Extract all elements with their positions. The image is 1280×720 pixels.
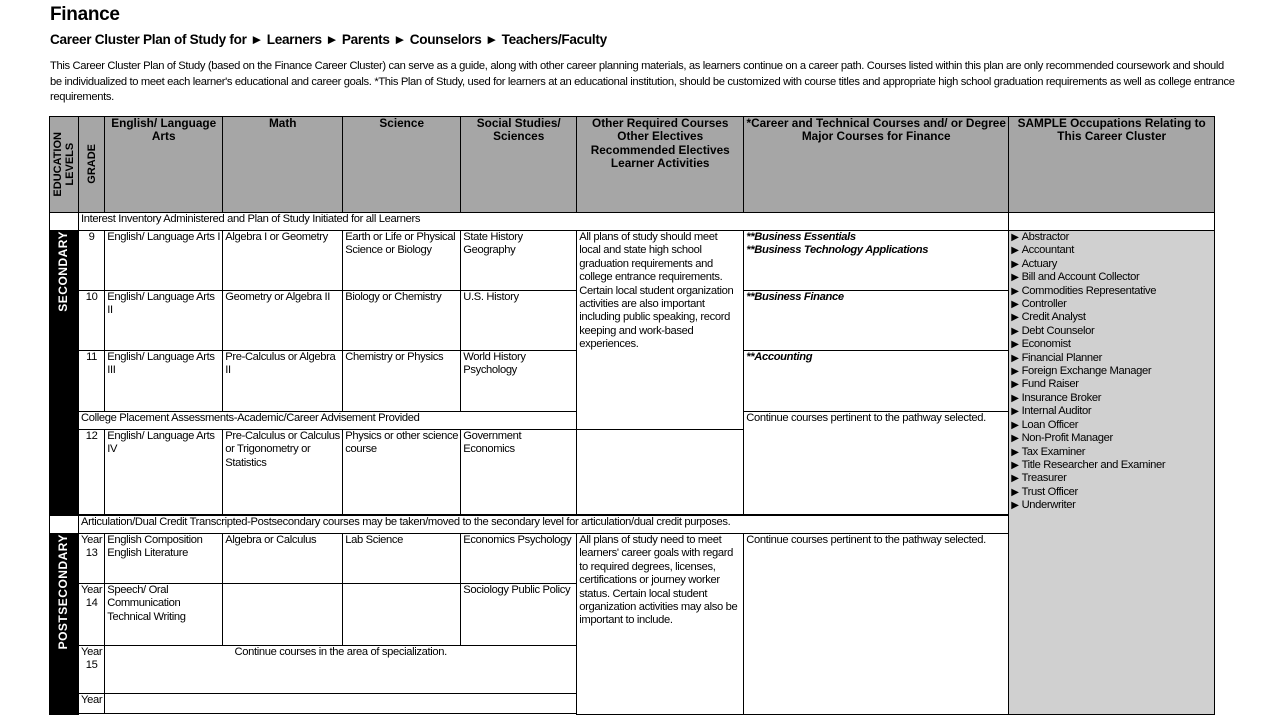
triangle-right-icon: ▶ xyxy=(1011,473,1019,485)
cell-math: Algebra I or Geometry xyxy=(223,231,343,291)
plan-of-study-table xyxy=(49,116,1215,715)
occupation-label: Abstractor xyxy=(1021,231,1070,243)
year-15: Year 15 xyxy=(79,646,105,694)
occupation-item xyxy=(1011,486,1212,499)
occupation-item xyxy=(1011,459,1212,472)
occupation-item xyxy=(1011,285,1212,298)
triangle-right-icon: ▶ xyxy=(1011,500,1019,512)
triangle-right-icon: ▶ xyxy=(1011,433,1019,445)
header-science: Science xyxy=(343,117,461,213)
occupation-item xyxy=(1011,419,1212,432)
secondary-other-empty xyxy=(577,430,744,515)
intro-paragraph: This Career Cluster Plan of Study (based on the Finance Career Cluster) can serve as a guide, along with other career planning materials, as learners continue on a career path. Courses listed within this plan are only recommended coursework and should be individualized to meet each learner's educational and career goals. *This Plan of Study, used for learners at an educational institution, should be customized with course titles and appropriate high school graduation requirements as well as college entrance requirements. xyxy=(50,60,1235,103)
cell-science xyxy=(343,584,461,646)
cell-math: Pre-Calculus or Calculus or Trigonometry or Statistics xyxy=(223,430,343,515)
occupation-item xyxy=(1011,311,1212,324)
header-other-courses: Other Required Courses Other Electives Recommended Electives Learner Activities xyxy=(577,117,744,213)
occupation-label: Bill and Account Collector xyxy=(1021,271,1140,284)
cell-math: Geometry or Algebra II xyxy=(223,291,343,351)
occupation-label: Economist xyxy=(1021,338,1071,351)
cell-science: Earth or Life or Physical Science or Biology xyxy=(343,231,461,291)
ctc-grade-12: Continue courses pertinent to the pathway selected. xyxy=(744,412,1009,515)
occupation-label: Commodities Representative xyxy=(1021,284,1157,297)
occupation-label: Underwriter xyxy=(1021,499,1076,512)
cell-ela: Speech/ Oral Communication Technical Writing xyxy=(105,584,223,646)
occupation-item xyxy=(1011,499,1212,512)
grade-9: 9 xyxy=(79,231,105,291)
triangle-right-icon: ▶ xyxy=(1011,312,1019,324)
triangle-right-icon: ▶ xyxy=(1011,258,1019,270)
cell-social: State History Geography xyxy=(461,231,577,291)
occupation-label: Foreign Exchange Manager xyxy=(1021,365,1152,378)
level-postsecondary: POSTSECONDARY xyxy=(50,534,79,715)
triangle-right-icon: ▶ xyxy=(1011,272,1019,284)
ctc-grade-10: **Business Finance xyxy=(744,291,1009,351)
triangle-right-icon: ▶ xyxy=(1011,339,1019,351)
occupation-item xyxy=(1011,352,1212,365)
occupation-item xyxy=(1011,472,1212,485)
triangle-right-icon: ▶ xyxy=(1011,232,1019,243)
header-social-studies: Social Studies/ Sciences xyxy=(461,117,577,213)
year-16: Year xyxy=(79,694,105,714)
continue-specialization-2 xyxy=(105,694,577,714)
continue-specialization: Continue courses in the area of specialization. xyxy=(105,646,577,694)
occupation-label: Trust Officer xyxy=(1021,485,1078,498)
occupation-label: Title Researcher and Examiner xyxy=(1021,458,1166,471)
year-14: Year 14 xyxy=(79,584,105,646)
cell-science: Lab Science xyxy=(343,534,461,584)
triangle-right-icon: ▶ xyxy=(1011,392,1019,404)
post-other-courses: All plans of study need to meet learners' career goals with regard to required degrees, licenses, certifications or journey worker status. Certain local student organization activities may also be important to include. xyxy=(577,534,744,715)
year-13: Year 13 xyxy=(79,534,105,584)
post-ctc: Continue courses pertinent to the pathway selected. xyxy=(744,534,1009,715)
triangle-right-icon: ▶ xyxy=(1011,486,1019,498)
header-ela: English/ Language Arts xyxy=(105,117,223,213)
occupation-item xyxy=(1011,446,1212,459)
occupation-label: Credit Analyst xyxy=(1021,311,1086,324)
occupation-item xyxy=(1011,338,1212,351)
cell-social: World History Psychology xyxy=(461,351,577,412)
header-grade: GRADE xyxy=(79,117,105,213)
occupation-label: Loan Officer xyxy=(1021,418,1079,431)
cell-ela: English/ Language Arts II xyxy=(105,291,223,351)
occupation-label: Financial Planner xyxy=(1021,351,1103,364)
occupation-label: Tax Examiner xyxy=(1021,445,1086,458)
triangle-right-icon: ▶ xyxy=(1011,325,1019,337)
page-subtitle: Career Cluster Plan of Study for ► Learners ► Parents ► Counselors ► Teachers/Faculty xyxy=(50,32,607,47)
occupation-item xyxy=(1011,365,1212,378)
occupation-label: Debt Counselor xyxy=(1021,324,1095,337)
grade-11: 11 xyxy=(79,351,105,412)
cell-social: Government Economics xyxy=(461,430,577,515)
occupation-label: Non-Profit Manager xyxy=(1021,432,1113,445)
header-sample-occupations: SAMPLE Occupations Relating to This Career Cluster xyxy=(1009,117,1215,213)
cell-science: Physics or other science course xyxy=(343,430,461,515)
cell-science: Biology or Chemistry xyxy=(343,291,461,351)
occupation-label: Internal Auditor xyxy=(1021,405,1092,418)
triangle-right-icon: ▶ xyxy=(1011,352,1019,364)
occupation-label: Accountant xyxy=(1021,244,1075,257)
page-title: Finance xyxy=(50,4,120,25)
level-secondary: SECONDARY xyxy=(50,231,79,516)
cell-social: Economics Psychology xyxy=(461,534,577,584)
occupation-item xyxy=(1011,271,1212,284)
header-career-technical: *Career and Technical Courses and/ or Degree Major Courses for Finance xyxy=(744,117,1009,213)
cell-social: Sociology Public Policy xyxy=(461,584,577,646)
band-college-placement: College Placement Assessments-Academic/Career Advisement Provided xyxy=(79,412,577,430)
grade-10: 10 xyxy=(79,291,105,351)
cell-math: Pre-Calculus or Algebra II xyxy=(223,351,343,412)
occupation-item xyxy=(1011,298,1212,311)
triangle-right-icon: ▶ xyxy=(1011,419,1019,431)
band-interest-inventory: Interest Inventory Administered and Plan of Study Initiated for all Learners xyxy=(79,213,1009,231)
triangle-right-icon: ▶ xyxy=(1011,245,1019,257)
header-math: Math xyxy=(223,117,343,213)
cell-ela: English/ Language Arts IV xyxy=(105,430,223,515)
triangle-right-icon: ▶ xyxy=(1011,446,1019,458)
occupation-item xyxy=(1011,378,1212,391)
occupation-item xyxy=(1011,244,1212,257)
occupation-label: Treasurer xyxy=(1021,472,1067,485)
cell-social: U.S. History xyxy=(461,291,577,351)
header-education-levels: EDUCATION LEVELS xyxy=(50,117,79,213)
triangle-right-icon: ▶ xyxy=(1011,406,1019,418)
occupation-item xyxy=(1011,325,1212,338)
sample-occupations-list xyxy=(1009,231,1215,715)
occupation-item xyxy=(1011,432,1212,445)
ctc-grade-9: **Business Essentials **Business Technology Applications xyxy=(744,231,1009,291)
cell-math: Algebra or Calculus xyxy=(223,534,343,584)
occupation-item xyxy=(1011,405,1212,418)
occupation-item xyxy=(1011,231,1212,244)
ctc-grade-11: **Accounting xyxy=(744,351,1009,412)
cell-ela: English/ Language Arts I xyxy=(105,231,223,291)
triangle-right-icon: ▶ xyxy=(1011,366,1019,378)
triangle-right-icon: ▶ xyxy=(1011,379,1019,391)
triangle-right-icon: ▶ xyxy=(1011,285,1019,297)
cell-math xyxy=(223,584,343,646)
triangle-right-icon: ▶ xyxy=(1011,459,1019,471)
occupation-item xyxy=(1011,392,1212,405)
cell-ela: English/ Language Arts III xyxy=(105,351,223,412)
occupation-label: Controller xyxy=(1021,298,1067,311)
occupation-label: Insurance Broker xyxy=(1021,391,1102,404)
band-articulation: Articulation/Dual Credit Transcripted-Postsecondary courses may be taken/moved to the secondary level for articulation/dual credit purposes. xyxy=(79,516,1009,534)
secondary-other-courses: All plans of study should meet local and state high school graduation requirements and college entrance requirements. Certain local student organization activities are also important including public speaking, record keeping and work-based experiences. xyxy=(577,231,744,430)
cell-ela: English Composition English Literature xyxy=(105,534,223,584)
occupation-item xyxy=(1011,258,1212,271)
occupation-label: Fund Raiser xyxy=(1021,378,1079,391)
grade-12: 12 xyxy=(79,430,105,515)
cell-science: Chemistry or Physics xyxy=(343,351,461,412)
triangle-right-icon: ▶ xyxy=(1011,299,1019,311)
occupation-label: Actuary xyxy=(1021,257,1058,270)
